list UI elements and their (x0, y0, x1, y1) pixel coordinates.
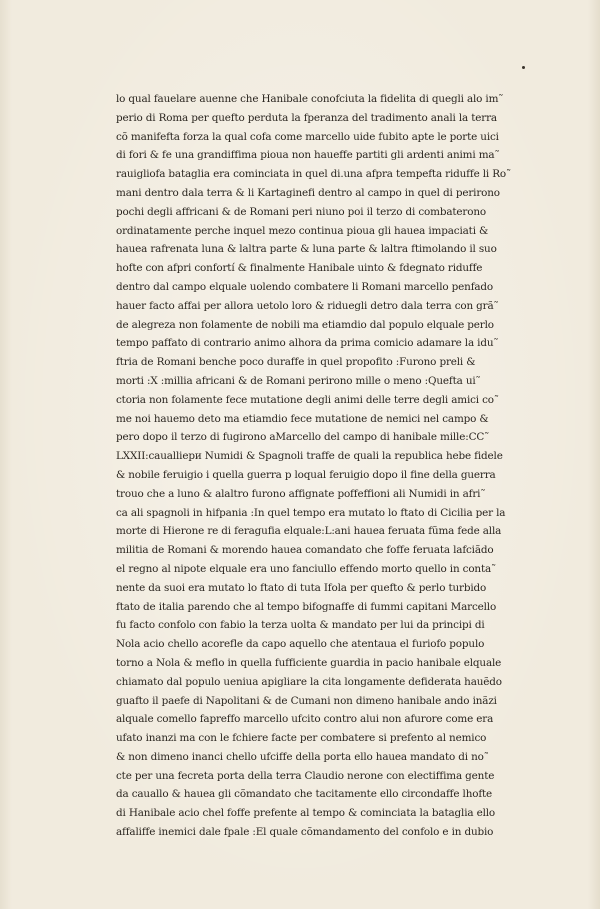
text-line: affaliffe inemici dale fpale :El quale cõmandamento del confolo e in dubio (116, 826, 494, 839)
text-line: hofte con afpri confortí & finalmente Hanibale uinto & fdegnato riduffe (116, 262, 483, 275)
text-line: tempo paffato di contrario animo alhora da prima comicio adamare la idu˜ (116, 337, 499, 350)
text-line: pero dopo il terzo di fugirono aMarcello del campo di hanibale mille:CC˜ (116, 431, 490, 444)
text-line: guafto il paefe di Napolitani & de Cumani non dimeno hanibale ando inãzi (116, 694, 497, 707)
text-line: cõ manifefta forza la qual cofa come marcello uide fubito apte le porte uici (116, 130, 499, 143)
text-line: morti :X :millia africani & de Romani perirono mille o meno :Quefta ui˜ (116, 374, 481, 387)
text-line: de alegreza non folamente de nobili ma etiamdio dal populo elquale perlo (116, 318, 494, 331)
text-line: di Hanibale acio chel foffe prefente al tempo & cominciata la bataglia ello (116, 807, 496, 820)
text-line: pochi degli affricani & de Romani peri niuno poi il terzo di combaterono (116, 205, 486, 218)
text-line: ftria de Romani benche poco duraffe in quel propofito :Furono preli & (116, 356, 476, 369)
text-line: cte per una fecreta porta della terra Claudio nerone con electiffima gente (116, 769, 495, 782)
text-line: LXXII:caualliери Numidi & Spagnoli traffe de quali la republica hebe fidele (116, 450, 503, 463)
text-line: da cauallo & hauea gli cõmandato che tacitamente ello circondaffe lhofte (116, 788, 493, 801)
page-mark (522, 66, 525, 69)
text-line: ctoria non folamente fece mutatione degli animi delle terre degli amici co˜ (116, 393, 499, 406)
text-line: chiamato dal populo ueniua apigliare la cita longamente defiderata hauẽdo (116, 675, 502, 688)
text-line: morte di Hierone re di feragufia elquale:L:ani hauea feruata fũma fede alla (116, 525, 502, 538)
text-line: & nobile feruigio i quella guerra p loqual feruigio dopo il fine della guerra (116, 468, 496, 481)
text-line: Nola acio chello acorefle da capo aquello che atentaua el furiofo populo (116, 638, 485, 651)
text-line: lo qual fauelare auenne che Hanibale conofciuta la fidelita di quegli alo im˜ (116, 93, 504, 105)
text-line: perio di Roma per quefto perduta la fperanza del tradimento anali la terra (116, 111, 497, 124)
text-line: el regno al nipote elquale era uno fanciullo effendo morto quello in conta˜ (116, 562, 497, 575)
text-line: hauer facto affai per allora uetolo loro & riduegli detro dala terra con grã˜ (116, 299, 499, 312)
text-block (116, 90, 556, 842)
text-line: rauigliofa bataglia era cominciata in quel di.una afpra tempefta riduffe li Ro˜ (116, 168, 512, 181)
text-line: alquale comello fapreffo marcello ufcito contro alui non afurore come era (116, 713, 494, 726)
text-line: me noi hauemo deto ma etiamdio fece mutatione de nemici nel campo & (116, 412, 489, 425)
text-line: militia de Romani & morendo hauea comandato che foffe feruata lafciãdo (116, 544, 494, 557)
text-line: & non dimeno inanci chello ufciffe della porta ello hauea mandato di no˜ (116, 750, 489, 763)
text-line: ca ali spagnoli in hifpania :In quel tempo era mutato lo ftato di Cicilia per la (116, 506, 506, 519)
text-line: ordinatamente perche inquel mezo continua pioua gli hauea impaciati & (116, 224, 489, 237)
text-line: dentro dal campo elquale uolendo combatere li Romani marcello penfado (116, 280, 494, 293)
text-line: ufato inanzi ma con le fchiere facte per combatere si prefento al nemico (116, 732, 487, 745)
text-line: nente da suoi era mutato lo ftato di tuta Ifola per quefto & perlo turbido (116, 581, 487, 594)
text-line: fu facto confolo con fabio la terza uolta & mandato per lui da principi di (116, 619, 485, 632)
text-line: trouo che a luno & alaltro furono affignate poffeffioni ali Numidi in afri˜ (116, 487, 486, 500)
text-line: hauea rafrenata luna & laltra parte & luna parte & laltra ftimolando il suo (116, 243, 497, 256)
text-line: torno a Nola & meflo in quella fufficiente guardia in pacio hanibale elquale (116, 656, 502, 669)
text-line: mani dentro dala terra & li Kartaginefi dentro al campo in quel di perirono (116, 186, 500, 199)
text-line: di fori & fe una grandiffima pioua non haueffe partiti gli ardenti animi ma˜ (116, 149, 500, 162)
text-line: ftato de italia parendo che al tempo bifognaffe di fummi capitani Marcello (116, 600, 497, 613)
